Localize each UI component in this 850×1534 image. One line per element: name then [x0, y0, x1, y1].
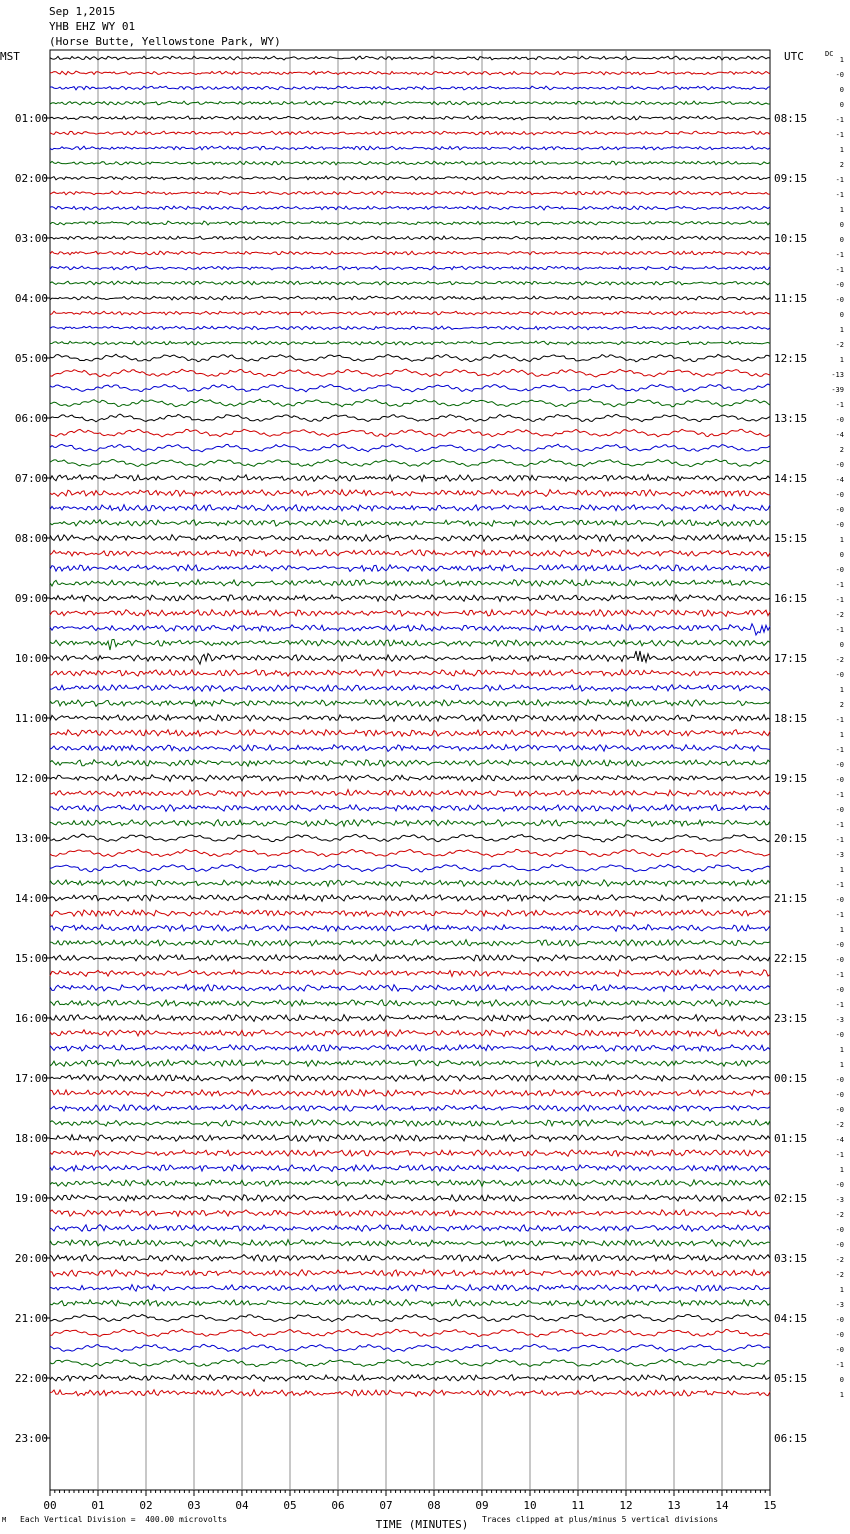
left-hour-label: 09:00 [14, 592, 48, 605]
trace-line [50, 176, 770, 180]
dc-offset-label: -3 [835, 1016, 844, 1024]
dc-offset-label: -0 [835, 416, 844, 424]
trace-line [50, 1030, 770, 1037]
x-tick-label: 03 [187, 1499, 201, 1512]
dc-offset-label: -1 [835, 836, 844, 844]
trace-line [50, 730, 770, 737]
trace-line [50, 1375, 770, 1382]
trace-line [50, 1225, 770, 1232]
trace-line [50, 670, 770, 677]
trace-line [50, 1285, 770, 1292]
dc-offset-label: -0 [835, 506, 844, 514]
trace-line [50, 1315, 770, 1322]
dc-offset-label: -1 [835, 266, 844, 274]
trace-line [50, 354, 770, 362]
right-hour-label: 12:15 [774, 352, 808, 365]
trace-line [50, 101, 770, 105]
dc-offset-label: -1 [835, 401, 844, 409]
right-hour-label: 00:15 [774, 1072, 808, 1085]
dc-offset-label: 1 [839, 1061, 844, 1069]
trace-line [50, 311, 770, 315]
trace-line [50, 685, 770, 692]
dc-offset-label: -0 [835, 896, 844, 904]
trace-line [50, 805, 770, 812]
dc-offset-label: -0 [835, 491, 844, 499]
dc-offset-label: 1 [839, 1286, 844, 1294]
x-tick-label: 02 [139, 1499, 153, 1512]
left-hour-label: 20:00 [14, 1252, 48, 1265]
trace-line [50, 1150, 770, 1157]
trace-line [50, 475, 770, 482]
trace-line [50, 326, 770, 330]
dc-offset-label: -1 [835, 251, 844, 259]
left-hour-label: 08:00 [14, 532, 48, 545]
dc-offset-label: 1 [839, 1046, 844, 1054]
dc-offset-label: -1 [835, 971, 844, 979]
x-tick-label: 13 [667, 1499, 681, 1512]
dc-offset-label: -1 [835, 626, 844, 634]
dc-offset-label: -1 [835, 1151, 844, 1159]
dc-offset-label: 1 [839, 206, 844, 214]
right-hour-label: 19:15 [774, 772, 808, 785]
trace-line [50, 895, 770, 902]
trace-line [50, 56, 770, 60]
trace-line [50, 1105, 770, 1112]
dc-offset-label: -1 [835, 596, 844, 604]
left-hour-label: 22:00 [14, 1372, 48, 1385]
left-hour-label: 13:00 [14, 832, 48, 845]
right-hour-label: 11:15 [774, 292, 808, 305]
trace-line [50, 535, 770, 542]
right-timezone-label: UTC [784, 50, 804, 63]
dc-offset-label: -0 [835, 1076, 844, 1084]
x-tick-label: 15 [763, 1499, 777, 1512]
dc-offset-label: 1 [839, 326, 844, 334]
right-hour-label: 08:15 [774, 112, 808, 125]
trace-line [50, 1165, 770, 1172]
trace-line [50, 341, 770, 345]
trace-line [50, 131, 770, 135]
trace-line [50, 955, 770, 962]
dc-offset-label: 2 [839, 446, 844, 454]
left-hour-label: 18:00 [14, 1132, 48, 1145]
left-hour-label: 14:00 [14, 892, 48, 905]
dc-offset-label: -0 [835, 281, 844, 289]
trace-line [50, 520, 770, 527]
trace-line [50, 639, 770, 650]
dc-offset-label: -2 [835, 1256, 844, 1264]
dc-offset-label: 0 [839, 551, 844, 559]
trace-line [50, 86, 770, 90]
trace-line [50, 296, 770, 300]
left-hour-label: 12:00 [14, 772, 48, 785]
left-timezone-label: MST [0, 50, 20, 63]
dc-offset-label: 1 [839, 866, 844, 874]
trace-line [50, 1075, 770, 1082]
trace-line [50, 221, 770, 225]
dc-offset-label: -0 [835, 776, 844, 784]
trace-line [50, 610, 770, 617]
dc-offset-label: -1 [835, 1361, 844, 1369]
trace-line [50, 1390, 770, 1397]
dc-offset-label: -1 [835, 131, 844, 139]
x-axis-title: TIME (MINUTES) [375, 1518, 469, 1531]
trace-line [50, 1045, 770, 1052]
dc-offset-label: -0 [835, 1106, 844, 1114]
dc-offset-label: -1 [835, 881, 844, 889]
trace-line [50, 820, 770, 827]
trace-line [50, 116, 770, 120]
left-hour-label: 16:00 [14, 1012, 48, 1025]
left-hour-label: 17:00 [14, 1072, 48, 1085]
trace-line [50, 1359, 770, 1366]
dc-offset-label: -0 [835, 71, 844, 79]
trace-line [50, 760, 770, 767]
dc-offset-label: -0 [835, 1316, 844, 1324]
left-hour-label: 04:00 [14, 292, 48, 305]
dc-offset-label: -4 [835, 476, 844, 484]
trace-line [50, 834, 770, 842]
dc-offset-label: -0 [835, 1241, 844, 1249]
trace-line [50, 910, 770, 917]
dc-offset-label: 1 [839, 356, 844, 364]
dc-offset-label: 1 [839, 146, 844, 154]
dc-offset-label: 1 [839, 926, 844, 934]
trace-line [50, 550, 770, 557]
dc-offset-label: -1 [835, 116, 844, 124]
dc-offset-label: 1 [839, 686, 844, 694]
trace-line [50, 1135, 770, 1142]
right-hour-label: 15:15 [774, 532, 808, 545]
trace-line [50, 790, 770, 797]
trace-line [50, 191, 770, 195]
dc-offset-label: -3 [835, 851, 844, 859]
x-tick-label: 04 [235, 1499, 249, 1512]
dc-offset-label: 0 [839, 311, 844, 319]
corner-mark: M [2, 1516, 7, 1524]
right-hour-label: 18:15 [774, 712, 808, 725]
right-hour-label: 20:15 [774, 832, 808, 845]
dc-offset-label: -2 [835, 656, 844, 664]
scale-note: Each Vertical Division = 400.00 microvolts [20, 1515, 228, 1524]
trace-line [50, 1180, 770, 1187]
dc-offset-label: -0 [835, 566, 844, 574]
trace-line [50, 1270, 770, 1277]
dc-offset-label: -2 [835, 1121, 844, 1129]
x-tick-label: 14 [715, 1499, 729, 1512]
trace-line [50, 161, 770, 165]
dc-offset-label: -2 [835, 341, 844, 349]
left-hour-label: 07:00 [14, 472, 48, 485]
dc-offset-label: -2 [835, 1211, 844, 1219]
trace-line [50, 146, 770, 150]
dc-offset-label: -1 [835, 821, 844, 829]
dc-offset-label: -1 [835, 191, 844, 199]
dc-offset-label: -0 [835, 1331, 844, 1339]
dc-offset-label: -0 [835, 956, 844, 964]
dc-offset-label: 1 [839, 56, 844, 64]
trace-line [50, 849, 770, 857]
dc-offset-label: 0 [839, 641, 844, 649]
trace-line [50, 595, 770, 602]
dc-offset-label: -1 [835, 581, 844, 589]
dc-offset-label: 2 [839, 701, 844, 709]
dc-offset-label: -0 [835, 296, 844, 304]
right-hour-label: 10:15 [774, 232, 808, 245]
dc-offset-label: 0 [839, 101, 844, 109]
x-tick-label: 08 [427, 1499, 441, 1512]
dc-offset-label: -39 [831, 386, 844, 394]
trace-line [50, 970, 770, 977]
left-hour-label: 02:00 [14, 172, 48, 185]
dc-offset-label: -1 [835, 1001, 844, 1009]
dc-offset-label: -3 [835, 1301, 844, 1309]
trace-line [50, 624, 770, 635]
trace-line [50, 715, 770, 722]
location-label: (Horse Butte, Yellowstone Park, WY) [49, 35, 281, 48]
right-hour-label: 04:15 [774, 1312, 808, 1325]
dc-offset-label: 1 [839, 1391, 844, 1399]
dc-offset-label: -1 [835, 746, 844, 754]
x-tick-label: 07 [379, 1499, 393, 1512]
left-hour-label: 23:00 [14, 1432, 48, 1445]
trace-line [50, 1300, 770, 1307]
dc-header-label: DC [825, 50, 834, 58]
clip-note: Traces clipped at plus/minus 5 vertical divisions [482, 1515, 719, 1524]
x-tick-label: 10 [523, 1499, 537, 1512]
trace-line [50, 71, 770, 75]
trace-line [50, 985, 770, 992]
trace-line [50, 505, 770, 511]
trace-line [50, 880, 770, 887]
trace-line [50, 236, 770, 240]
dc-offset-label: -1 [835, 791, 844, 799]
station-label: YHB EHZ WY 01 [49, 20, 136, 33]
trace-line [50, 1255, 770, 1262]
dc-offset-label: 0 [839, 86, 844, 94]
left-hour-label: 03:00 [14, 232, 48, 245]
right-hour-label: 21:15 [774, 892, 808, 905]
x-tick-label: 05 [283, 1499, 297, 1512]
trace-line [50, 490, 770, 497]
dc-offset-label: -0 [835, 986, 844, 994]
dc-offset-label: 1 [839, 731, 844, 739]
trace-line [50, 700, 770, 707]
dc-offset-label: 0 [839, 1376, 844, 1384]
trace-line [50, 1329, 770, 1337]
dc-offset-label: -0 [835, 806, 844, 814]
dc-offset-label: -0 [835, 1226, 844, 1234]
trace-line [50, 1090, 770, 1097]
left-hour-label: 15:00 [14, 952, 48, 965]
trace-line [50, 925, 770, 932]
dc-offset-label: -2 [835, 611, 844, 619]
dc-offset-label: -3 [835, 1196, 844, 1204]
trace-line [50, 565, 770, 572]
dc-offset-label: -1 [835, 716, 844, 724]
x-tick-label: 00 [43, 1499, 57, 1512]
trace-line [50, 459, 770, 467]
trace-line [50, 940, 770, 946]
trace-line [50, 1120, 770, 1126]
dc-offset-label: 1 [839, 536, 844, 544]
trace-line [50, 206, 770, 210]
dc-offset-label: -0 [835, 521, 844, 529]
x-tick-label: 11 [571, 1499, 585, 1512]
date-label: Sep 1,2015 [49, 5, 116, 18]
x-tick-label: 09 [475, 1499, 489, 1512]
right-hour-label: 14:15 [774, 472, 808, 485]
right-hour-label: 03:15 [774, 1252, 808, 1265]
dc-offset-label: -0 [835, 671, 844, 679]
trace-line [50, 429, 770, 437]
trace-line [50, 580, 770, 587]
dc-offset-label: -4 [835, 1136, 844, 1144]
right-hour-label: 01:15 [774, 1132, 808, 1145]
dc-offset-label: 2 [839, 161, 844, 169]
trace-line [50, 1015, 770, 1022]
trace-line [50, 399, 770, 407]
dc-offset-label: -0 [835, 1346, 844, 1354]
dc-offset-label: -13 [831, 371, 844, 379]
trace-line [50, 1344, 770, 1351]
trace-line [50, 745, 770, 752]
trace-line [50, 281, 770, 285]
dc-offset-label: -2 [835, 1271, 844, 1279]
trace-line [50, 1195, 770, 1202]
dc-offset-label: -1 [835, 176, 844, 184]
trace-line [50, 414, 770, 422]
right-hour-label: 17:15 [774, 652, 808, 665]
trace-line [50, 651, 770, 664]
trace-line [50, 384, 770, 392]
left-hour-label: 21:00 [14, 1312, 48, 1325]
trace-line [50, 1240, 770, 1247]
left-hour-label: 10:00 [14, 652, 48, 665]
dc-offset-label: 0 [839, 221, 844, 229]
right-hour-label: 22:15 [774, 952, 808, 965]
trace-line [50, 251, 770, 255]
trace-line [50, 1060, 770, 1067]
dc-offset-label: 0 [839, 236, 844, 244]
x-tick-label: 01 [91, 1499, 105, 1512]
dc-offset-label: -0 [835, 761, 844, 769]
x-tick-label: 12 [619, 1499, 633, 1512]
dc-offset-label: -0 [835, 1181, 844, 1189]
trace-line [50, 444, 770, 452]
trace-line [50, 369, 770, 377]
right-hour-label: 06:15 [774, 1432, 808, 1445]
x-tick-label: 06 [331, 1499, 345, 1512]
right-hour-label: 23:15 [774, 1012, 808, 1025]
dc-offset-label: -4 [835, 431, 844, 439]
trace-line [50, 775, 770, 782]
left-hour-label: 11:00 [14, 712, 48, 725]
dc-offset-label: -0 [835, 1031, 844, 1039]
left-hour-label: 06:00 [14, 412, 48, 425]
left-hour-label: 01:00 [14, 112, 48, 125]
dc-offset-label: -0 [835, 461, 844, 469]
trace-line [50, 266, 770, 270]
right-hour-label: 13:15 [774, 412, 808, 425]
right-hour-label: 16:15 [774, 592, 808, 605]
trace-line [50, 1210, 770, 1217]
dc-offset-label: -0 [835, 1091, 844, 1099]
left-hour-label: 19:00 [14, 1192, 48, 1205]
left-hour-label: 05:00 [14, 352, 48, 365]
dc-offset-label: 1 [839, 1166, 844, 1174]
right-hour-label: 09:15 [774, 172, 808, 185]
trace-line [50, 1000, 770, 1007]
trace-line [50, 864, 770, 872]
right-hour-label: 02:15 [774, 1192, 808, 1205]
dc-offset-label: -1 [835, 911, 844, 919]
right-hour-label: 05:15 [774, 1372, 808, 1385]
dc-offset-label: -0 [835, 941, 844, 949]
